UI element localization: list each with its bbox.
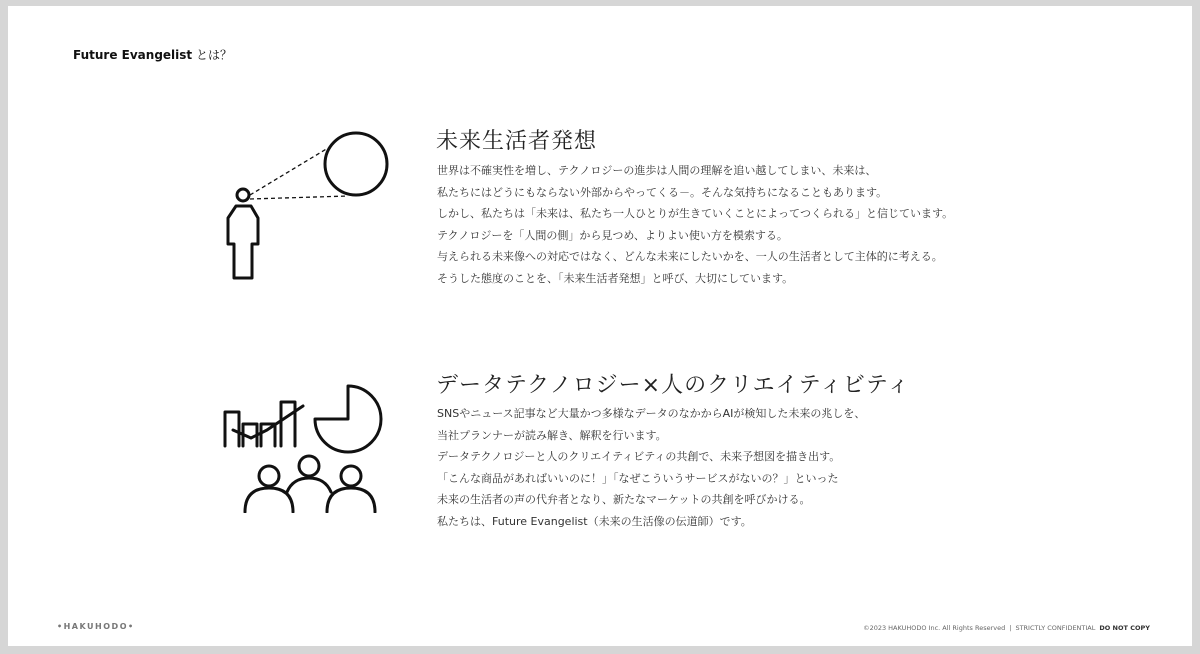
section2-line: データテクノロジーと人のクリエイティビティの共創で、未来予想図を描き出す。 bbox=[437, 450, 841, 463]
section1-line: しかし、私たちは「未来は、私たち一人ひとりが生きていくことによってつくられる」と信じています。 bbox=[437, 207, 954, 220]
section1-body bbox=[437, 160, 953, 289]
section1-line: テクノロジーを「人間の側」から見つめ、よりよい使い方を模索する。 bbox=[437, 228, 788, 242]
section2-body bbox=[437, 403, 865, 532]
section2-line: 私たちは、Future Evangelist（未来の生活像の伝道師）です。 bbox=[437, 514, 752, 528]
page-title-bold: Future Evangelist bbox=[73, 48, 193, 62]
slide bbox=[8, 6, 1192, 646]
hakuhodo-logo: •HAKUHODO• bbox=[57, 622, 135, 631]
copyright-text: ©2023 HAKUHODO Inc. All Rights Reserved bbox=[863, 624, 1006, 632]
page-title bbox=[73, 46, 232, 63]
section1-line: そうした態度のことを、「未来生活者発想」と呼び、大切にしています。 bbox=[437, 271, 794, 285]
footer bbox=[863, 624, 1150, 632]
person-looking-at-circle-icon bbox=[218, 126, 393, 286]
section2-line: 未来の生活者の声の代弁者となり、新たなマーケットの共創を呼びかける。 bbox=[437, 493, 811, 506]
confidential-label: STRICTLY CONFIDENTIAL bbox=[1015, 624, 1096, 632]
do-not-copy-label: DO NOT COPY bbox=[1099, 624, 1150, 632]
section2-line: 「こんな商品があればいいのに！」「なぜこういうサービスがないの？」といった bbox=[437, 471, 839, 485]
section2-title: データテクノロジー×人のクリエイティビティ bbox=[436, 373, 911, 398]
page-title-suffix: とは？ bbox=[192, 48, 232, 62]
section1-line: 与えられる未来像への対応ではなく、どんな未来にしたいかを、一人の生活者として主体的に考える。 bbox=[437, 250, 943, 263]
people-with-charts-icon bbox=[223, 378, 393, 513]
section1-line: 私たちにはどうにもならない外部からやってくる－。そんな気持ちになることもあります。 bbox=[437, 185, 888, 199]
section1-title: 未来生活者発想 bbox=[436, 129, 598, 154]
section2-line: 当社プランナーが読み解き、解釈を行います。 bbox=[437, 428, 667, 442]
footer-separator: | bbox=[1009, 624, 1012, 632]
section2-line: SNSやニュース記事など大量かつ多様なデータのなかからAIが検知した未来の兆しを、 bbox=[437, 407, 866, 420]
section1-line: 世界は不確実性を増し、テクノロジーの進歩は人間の理解を追い越してしまい、未来は、 bbox=[437, 164, 877, 177]
